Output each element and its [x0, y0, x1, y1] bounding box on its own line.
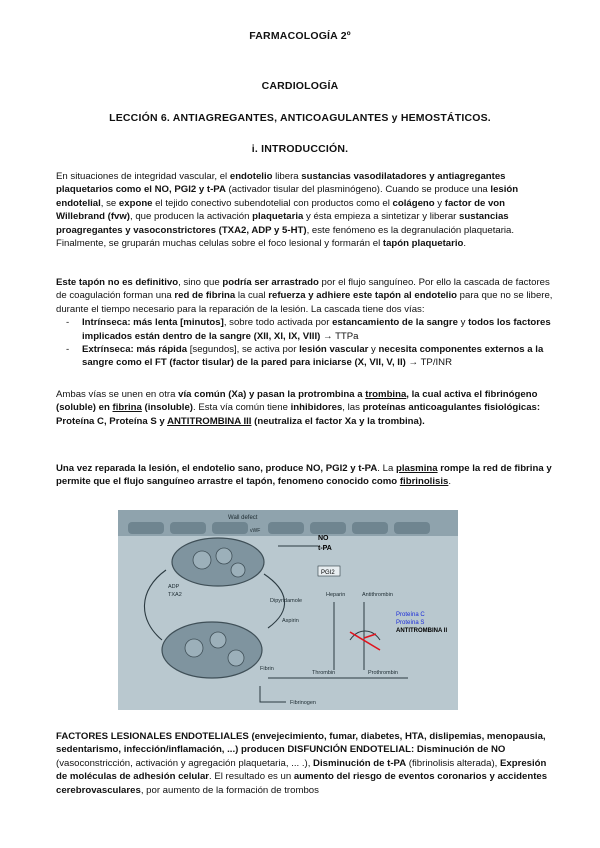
list-item-extrinsic: - Extrínseca: más rápida [segundos], se activa por lesión vascular y necesita componentes externos a la sangre como el FT (factor tisular) de la pared para iniciarse (X, VII, V, II) → TP/INR [82, 343, 556, 370]
feedback-arrow [144, 570, 166, 640]
paragraph-endothelium: En situaciones de integridad vascular, el endotelio libera sustancias vasodilatadores y antiagregantes plaquetarios como el NO, PGI2 y t-PA (activador tisular del plasminógeno). Cuando se produce una lesión endotelial, se expone el tejido conectivo subendotelial con productos como el colágeno y factor de von Willebrand (fvw), que producen la activación plaquetaria y ésta empieza a sintetizar y liberar sustancias proagregantes y vasoconstrictores (TXA2, ADP y 5-HT), este fenómeno es la degranulación plaquetaria. Finalmente, se gruparán muchas celulas sobre el foco lesional y formarán el tapón plaquetario. [56, 171, 519, 250]
adp-label: ADP [168, 584, 180, 590]
tpa-label: t-PA [318, 545, 332, 552]
chapter-title: i. INTRODUCCIÓN. [251, 143, 349, 155]
list-item-intrinsic: - Intrínseca: más lenta [minutos], sobre todo activada por estancamiento de la sangre y todos los factores implicados están dentro de la sangre (XII, XI, IX, VIII) → TTPa [82, 316, 556, 343]
granule-3 [231, 563, 245, 577]
granule-2 [216, 548, 232, 564]
aspirin-label: Aspirin [282, 618, 299, 624]
wall-defect-label: Wall defect [228, 515, 258, 521]
granule-4 [185, 639, 203, 657]
paragraph-endothelial-dysfunction: FACTORES LESIONALES ENDOTELIALES (envejecimiento, fumar, diabetes, HTA, dislipemias, menopausia, sedentarismo, infección/inflamación, ...) producen DISFUNCIÓN ENDOTELIAL: Disminución de NO (vasoconstricción, activación y agregación plaquetaria, ... .), Disminución de t-PA (fibrinolisis alterada), Expresión de moléculas de adhesión celular. El resultado es un aumento del riesgo de eventos coronarios y accidentes cerebrovasculares, por aumento de la formación de trombos [56, 731, 548, 796]
dipyridamole-label: Dipyridamole [270, 598, 303, 604]
prothrombin-label: Prothrombin [368, 670, 398, 676]
granule-5 [210, 632, 226, 648]
paragraph-common-pathway: Ambas vías se unen en otra vía común (Xa) y pasan la protrombina a trombina, la cual activa el fibrinógeno (soluble) en fibrina (insoluble). Esta vía común tiene inhibidores, las proteínas anticoagulantes fisiológicas: Proteína C, Proteína S y ANTITROMBINA III (neutraliza el factor Xa y la trombina). [56, 389, 541, 427]
granule-6 [228, 650, 244, 666]
paragraph-fibrinolysis: Una vez reparada la lesión, el endotelio sano, produce NO, PGI2 y t-PA. La plasmina rompe la red de fibrina y permite que el flujo sanguíneo arrastre el tapón, fenomeno conocido como fibrinolisis. [56, 463, 552, 488]
annotation-protein-c: Proteína C [396, 612, 425, 618]
hemostasis-figure [118, 510, 458, 710]
section-title: CARDIOLOGÍA [261, 80, 339, 92]
inhibition-lines [334, 602, 364, 670]
subject-title: FARMACOLOGÍA 2º [249, 30, 351, 42]
granule-1 [193, 551, 211, 569]
no-label: NO [318, 535, 329, 542]
hemostasis-diagram [118, 510, 458, 710]
platelet-lower [162, 622, 262, 678]
thrombin-label: Thrombin [312, 670, 336, 676]
annotation-arrow [350, 632, 380, 650]
fibrinogen-label: Fibrinogen [290, 700, 316, 706]
fibrin-label: Fibrin [260, 666, 274, 672]
txa2-label: TXA2 [168, 592, 182, 598]
paragraph-coagulation-cascade: Este tapón no es definitivo, sino que podría ser arrastrado por el flujo sanguíneo. Por ello la cascada de factores de coagulación forman una red de fibrina la cual refuerza y adhiere este tapón al endotelio para que no se libere, durante el tiempo necesario para la reparación de la lesión. La cascada tiene dos vías: - Intrínseca: más lenta [minutos], sobre todo activada por estancamiento de la sangre y todos los factores implicados están dentro de la sangre (XII, XI, IX, VIII) → TTPa - Extrínseca: más rápida [segundos], se activa por lesión vascular y necesita componentes externos a la sangre como el FT (factor tisular) de la pared para iniciarse (X, VII, V, II) → TP/INR [56, 276, 556, 370]
endothelial-cells [128, 522, 430, 534]
lesson-title: LECCIÓN 6. ANTIAGREGANTES, ANTICOAGULANTES y HEMOSTÁTICOS. [109, 112, 491, 124]
collagen-label: vWF [250, 528, 261, 534]
heparin-label: Heparin [326, 592, 346, 598]
annotation-box [396, 612, 447, 634]
platelet-upper [172, 538, 264, 586]
pgi2-label: PGI2 [321, 570, 335, 576]
annotation-antithrombin: ANTITROMBINA II [396, 628, 448, 634]
annotation-protein-s: Proteína S [396, 620, 425, 626]
antithrombin-label: Antithrombin [362, 592, 393, 598]
cascade-list [56, 316, 556, 370]
fibrinogen-arrow [260, 686, 286, 702]
